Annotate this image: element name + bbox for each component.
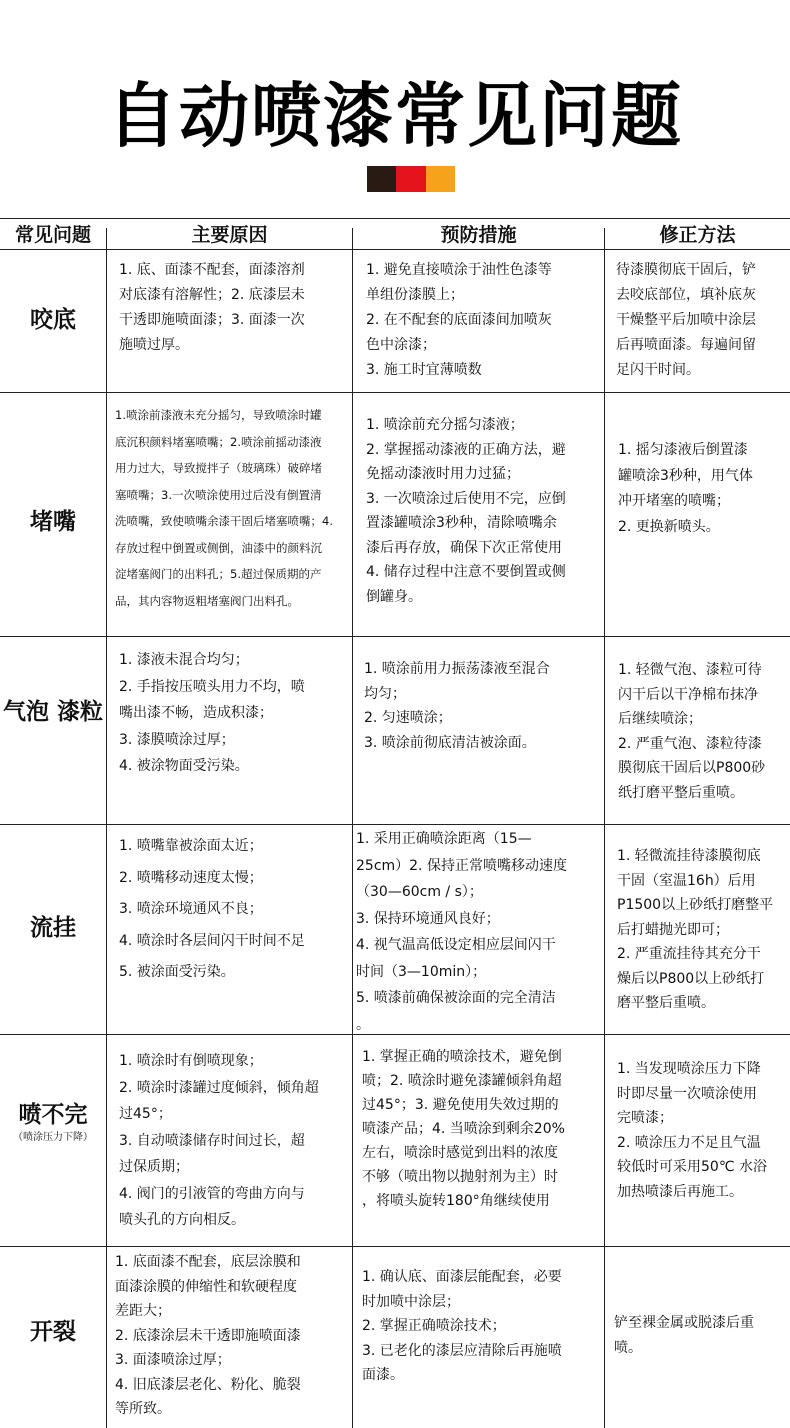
problem-label: 咬底 — [30, 307, 76, 333]
column-divider — [106, 228, 107, 1428]
problem-title: 喷不完 — [18, 1102, 88, 1128]
header-divider — [0, 249, 790, 250]
problem-label — [0, 1101, 106, 1145]
problem-label: 开裂 — [30, 1319, 76, 1345]
fix-cell: 铲至裸金属或脱漆后重 喷。 — [614, 1315, 754, 1356]
fix-cell: 待漆膜彻底干固后，铲 去咬底部位，填补底灰 干燥整平后加喷中涂层 后再喷面漆。每遍间留 足闪干时间。 — [616, 262, 756, 378]
page-title: 自动喷漆常见问题 — [107, 75, 683, 157]
column-divider — [352, 228, 353, 1428]
row-divider — [0, 636, 790, 637]
fix-cell: 1. 摇匀漆液后倒置漆 罐喷涂3秒种，用气体 冲开堵塞的喷嘴； 2. 更换新喷头。 — [618, 442, 753, 535]
prevention-cell: 1. 避免直接喷涂于油性色漆等 单组份漆膜上； 2. 在不配套的底面漆间加喷灰 色中涂漆； 3. 施工时宜薄喷数 — [366, 262, 552, 378]
table-top-border — [0, 218, 790, 219]
prevention-cell: 1. 掌握正确的喷涂技术，避免倒 喷；2. 喷涂时避免漆罐倾斜角超 过45°；3. 避免使用失效过期的 喷漆产品；4. 当喷涂到剩余20% 左右，喷涂时感觉到出料的浓度 不够（喷出物以抛射剂为主）时 ，将喷头旋转180°角继续使用 — [362, 1049, 565, 1209]
cause-cell: 1. 底、面漆不配套，面漆溶剂 对底漆有溶解性；2. 底漆层未 干透即施喷面漆；3. 面漆一次 施喷过厚。 — [119, 262, 305, 353]
prevention-cell: 1. 喷涂前用力振荡漆液至混合 均匀； 2. 匀速喷涂； 3. 喷涂前彻底清洁被涂面。 — [364, 661, 550, 751]
cause-cell: 1.喷涂前漆液未充分摇匀，导致喷涂时罐 底沉积颜料堵塞喷嘴；2.喷涂前摇动漆液 用力过大，导致搅拌子（玻璃珠）破碎堵 塞喷嘴；3.一次喷涂使用过后没有倒置清 洗喷嘴，致使喷嘴余漆干固后堵塞喷嘴；4. 存放过程中倒置或侧倒，油漆中的颜料沉 淀堵塞阀门的出料孔；5.超过保质期的产 品，其内容物返粗堵塞阀门出料孔。 — [115, 408, 333, 608]
header-problem: 常见问题 — [14, 224, 91, 246]
header-fix: 修正方法 — [659, 224, 736, 246]
fix-cell: 1. 轻微气泡、漆粒可待 闪干后以干净棉布抹净 后继续喷涂； 2. 严重气泡、漆粒待漆 膜彻底干固后以P800砂 纸打磨平整后重喷。 — [618, 662, 766, 801]
fix-cell: 1. 轻微流挂待漆膜彻底 干固（室温16h）后用 P1500以上砂纸打磨整平 后打蜡抛光即可； 2. 严重流挂待其充分干 燥后以P800以上砂纸打 磨平整后重喷。 — [617, 848, 774, 1011]
row-divider — [0, 1246, 790, 1247]
problem-label: 流挂 — [30, 915, 76, 941]
problem-subtitle: （喷涂压力下降） — [13, 1132, 93, 1143]
cause-cell: 1. 漆液未混合均匀； 2. 手指按压喷头用力不均，喷 嘴出漆不畅，造成积漆； 3. 漆膜喷涂过厚； 4. 被涂物面受污染。 — [119, 652, 305, 774]
cause-cell: 1. 底面漆不配套，底层涂膜和 面漆涂膜的伸缩性和软硬程度 差距大； 2. 底漆涂层未干透即施喷面漆 3. 面漆喷涂过厚； 4. 旧底漆层老化、粉化、脆裂 等所致。 — [115, 1254, 301, 1417]
color-swatch-bar — [367, 166, 455, 192]
problem-label: 堵嘴 — [30, 509, 76, 535]
problem-label: 气泡 漆粒 — [2, 699, 103, 725]
cause-cell: 1. 喷嘴靠被涂面太近； 2. 喷嘴移动速度太慢； 3. 喷涂环境通风不良； 4. 喷涂时各层间闪干时间不足 5. 被涂面受污染。 — [119, 838, 305, 980]
header-prevention: 预防措施 — [440, 224, 517, 246]
column-divider — [604, 228, 605, 1428]
prevention-cell: 1. 确认底、面漆层能配套，必要 时加喷中涂层； 2. 掌握正确喷涂技术； 3. 已老化的漆层应清除后再施喷 面漆。 — [362, 1269, 562, 1383]
prevention-cell: 1. 喷涂前充分摇匀漆液； 2. 掌握摇动漆液的正确方法，避 免摇动漆液时用力过猛； 3. 一次喷涂过后使用不完，应倒 置漆罐喷涂3秒种，清除喷嘴余 漆后再存放，确保下次正常使用 4. 储存过程中注意不要倒置或侧 倒罐身。 — [366, 417, 566, 605]
swatch-dark — [367, 166, 396, 192]
fix-cell: 1. 当发现喷涂压力下降 时即尽量一次喷涂使用 完喷漆； 2. 喷涂压力不足且气温 较低时可采用50℃ 水浴 加热喷漆后再施工。 — [617, 1061, 767, 1200]
header-cause: 主要原因 — [191, 224, 268, 246]
row-divider — [0, 824, 790, 825]
row-divider — [0, 392, 790, 393]
swatch-orange — [426, 166, 455, 192]
cause-cell: 1. 喷涂时有倒喷现象； 2. 喷涂时漆罐过度倾斜，倾角超 过45°； 3. 自动喷漆储存时间过长，超 过保质期； 4. 阀门的引液管的弯曲方向与 喷头孔的方向相反。 — [119, 1053, 319, 1228]
swatch-red — [396, 166, 425, 192]
prevention-cell: 1. 采用正确喷涂距离（15— 25cm）2. 保持正常喷嘴移动速度 （30—60cm / s）； 3. 保持环境通风良好； 4. 视气温高低设定相应层间闪干 时间（3—10min）； 5. 喷漆前确保被涂面的完全清洁 。 — [356, 831, 567, 1033]
